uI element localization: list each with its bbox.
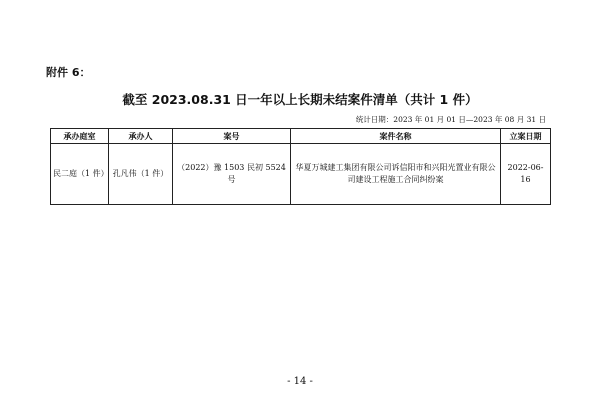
document-title: 截至 2023.08.31 日一年以上长期未结案件清单（共计 1 件） bbox=[122, 92, 478, 107]
cell-case-name: 华夏万城建工集团有限公司诉信阳市和兴阳光置业有限公司建设工程施工合同纠纷案 bbox=[291, 144, 501, 205]
table-row bbox=[51, 144, 551, 205]
statistics-date-range: 统计日期：2023 年 01 月 01 日—2023 年 08 月 31 日 bbox=[355, 115, 546, 124]
cell-judge: 孔凡伟（1 件） bbox=[109, 144, 173, 205]
cell-case-number: （2022）豫 1503 民初 5524 号 bbox=[173, 144, 291, 205]
table-header-row bbox=[51, 129, 551, 144]
cell-court: 民二庭（1 件） bbox=[51, 144, 109, 205]
cell-filing-date: 2022-06-16 bbox=[501, 144, 551, 205]
column-header-case-number: 案号 bbox=[173, 129, 291, 144]
column-header-judge: 承办人 bbox=[109, 129, 173, 144]
column-header-filing-date: 立案日期 bbox=[501, 129, 551, 144]
column-header-case-name: 案件名称 bbox=[291, 129, 501, 144]
column-header-court: 承办庭室 bbox=[51, 129, 109, 144]
attachment-label: 附件 6： bbox=[46, 66, 91, 79]
case-list-table bbox=[50, 128, 551, 205]
page-number: - 14 - bbox=[287, 376, 313, 387]
